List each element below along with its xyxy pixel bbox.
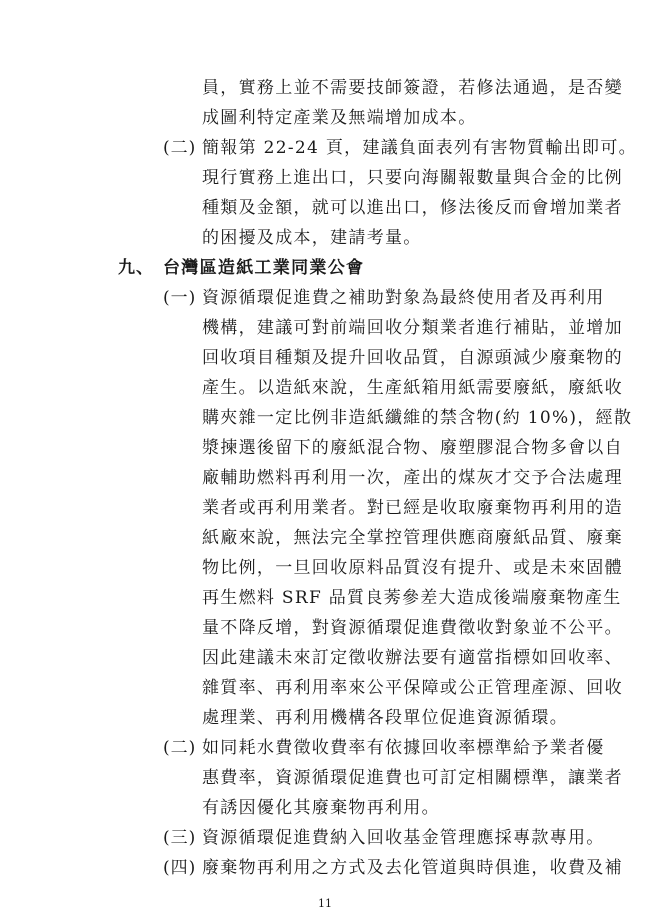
item-line: 紙廠來說，無法完全掌控管理供應商廢紙品質、廢棄 bbox=[202, 528, 623, 548]
item-line: 量不降反增，對資源循環促進費徵收對象並不公平。 bbox=[202, 618, 623, 638]
item-line: 資源循環促進費納入回收基金管理應採專款專用。 bbox=[202, 828, 605, 848]
item-line: 廠輔助燃料再利用一次，產出的煤灰才交予合法處理 bbox=[202, 468, 623, 488]
item-line: 廢棄物再利用之方式及去化管道與時俱進，收費及補 bbox=[202, 858, 623, 878]
item-line: 的困擾及成本，建請考量。 bbox=[202, 228, 422, 248]
item-line: 物比例，一旦回收原料品質沒有提升、或是未來固體 bbox=[202, 558, 623, 578]
item-line: 漿揀選後留下的廢紙混合物、廢塑膠混合物多會以自 bbox=[202, 438, 623, 458]
item-line: 處理業、再利用機構各段單位促進資源循環。 bbox=[202, 708, 568, 728]
item-line: 產生。以造紙來說，生產紙箱用紙需要廢紙，廢紙收 bbox=[202, 378, 623, 398]
item-line: 種類及金額，就可以進出口，修法後反而會增加業者 bbox=[202, 198, 623, 218]
item-label: (三) bbox=[163, 828, 197, 848]
item-line: 雜質率、再利用率來公平保障或公正管理產源、回收 bbox=[202, 678, 623, 698]
continuation-line: 成圖利特定產業及無端增加成本。 bbox=[202, 108, 477, 128]
item-line: 再生燃料 SRF 品質良莠參差大造成後端廢棄物產生 bbox=[202, 588, 622, 608]
item-line: 如同耗水費徵收費率有依據回收率標準給予業者優 bbox=[202, 738, 605, 758]
item-line: 惠費率，資源循環促進費也可訂定相關標準，讓業者 bbox=[202, 768, 623, 788]
item-line: 回收項目種類及提升回收品質，自源頭減少廢棄物的 bbox=[202, 348, 623, 368]
item-line: 簡報第 22-24 頁，建議負面表列有害物質輸出即可。 bbox=[202, 138, 637, 158]
section-title: 台灣區造紙工業同業公會 bbox=[163, 258, 365, 278]
item-line: 購夾雜一定比例非造紙纖維的禁含物(約 10%)，經散 bbox=[202, 408, 633, 428]
item-line: 因此建議未來訂定徵收辦法要有適當指標如回收率、 bbox=[202, 648, 623, 668]
item-line: 有誘因優化其廢棄物再利用。 bbox=[202, 798, 440, 818]
continuation-line: 員，實務上並不需要技師簽證，若修法通過，是否變 bbox=[202, 78, 623, 98]
item-line: 資源循環促進費之補助對象為最終使用者及再利用 bbox=[202, 288, 605, 308]
item-line: 機構，建議可對前端回收分類業者進行補貼，並增加 bbox=[202, 318, 623, 338]
page-number: 11 bbox=[318, 897, 332, 910]
item-label: (一) bbox=[163, 288, 197, 308]
item-line: 現行實務上進出口，只要向海關報數量與合金的比例 bbox=[202, 168, 623, 188]
section-number: 九、 bbox=[118, 258, 154, 278]
item-label: (二) bbox=[163, 738, 197, 758]
item-label: (二) bbox=[163, 138, 197, 158]
item-label: (四) bbox=[163, 858, 197, 878]
item-line: 業者或再利用業者。對已經是收取廢棄物再利用的造 bbox=[202, 498, 623, 518]
